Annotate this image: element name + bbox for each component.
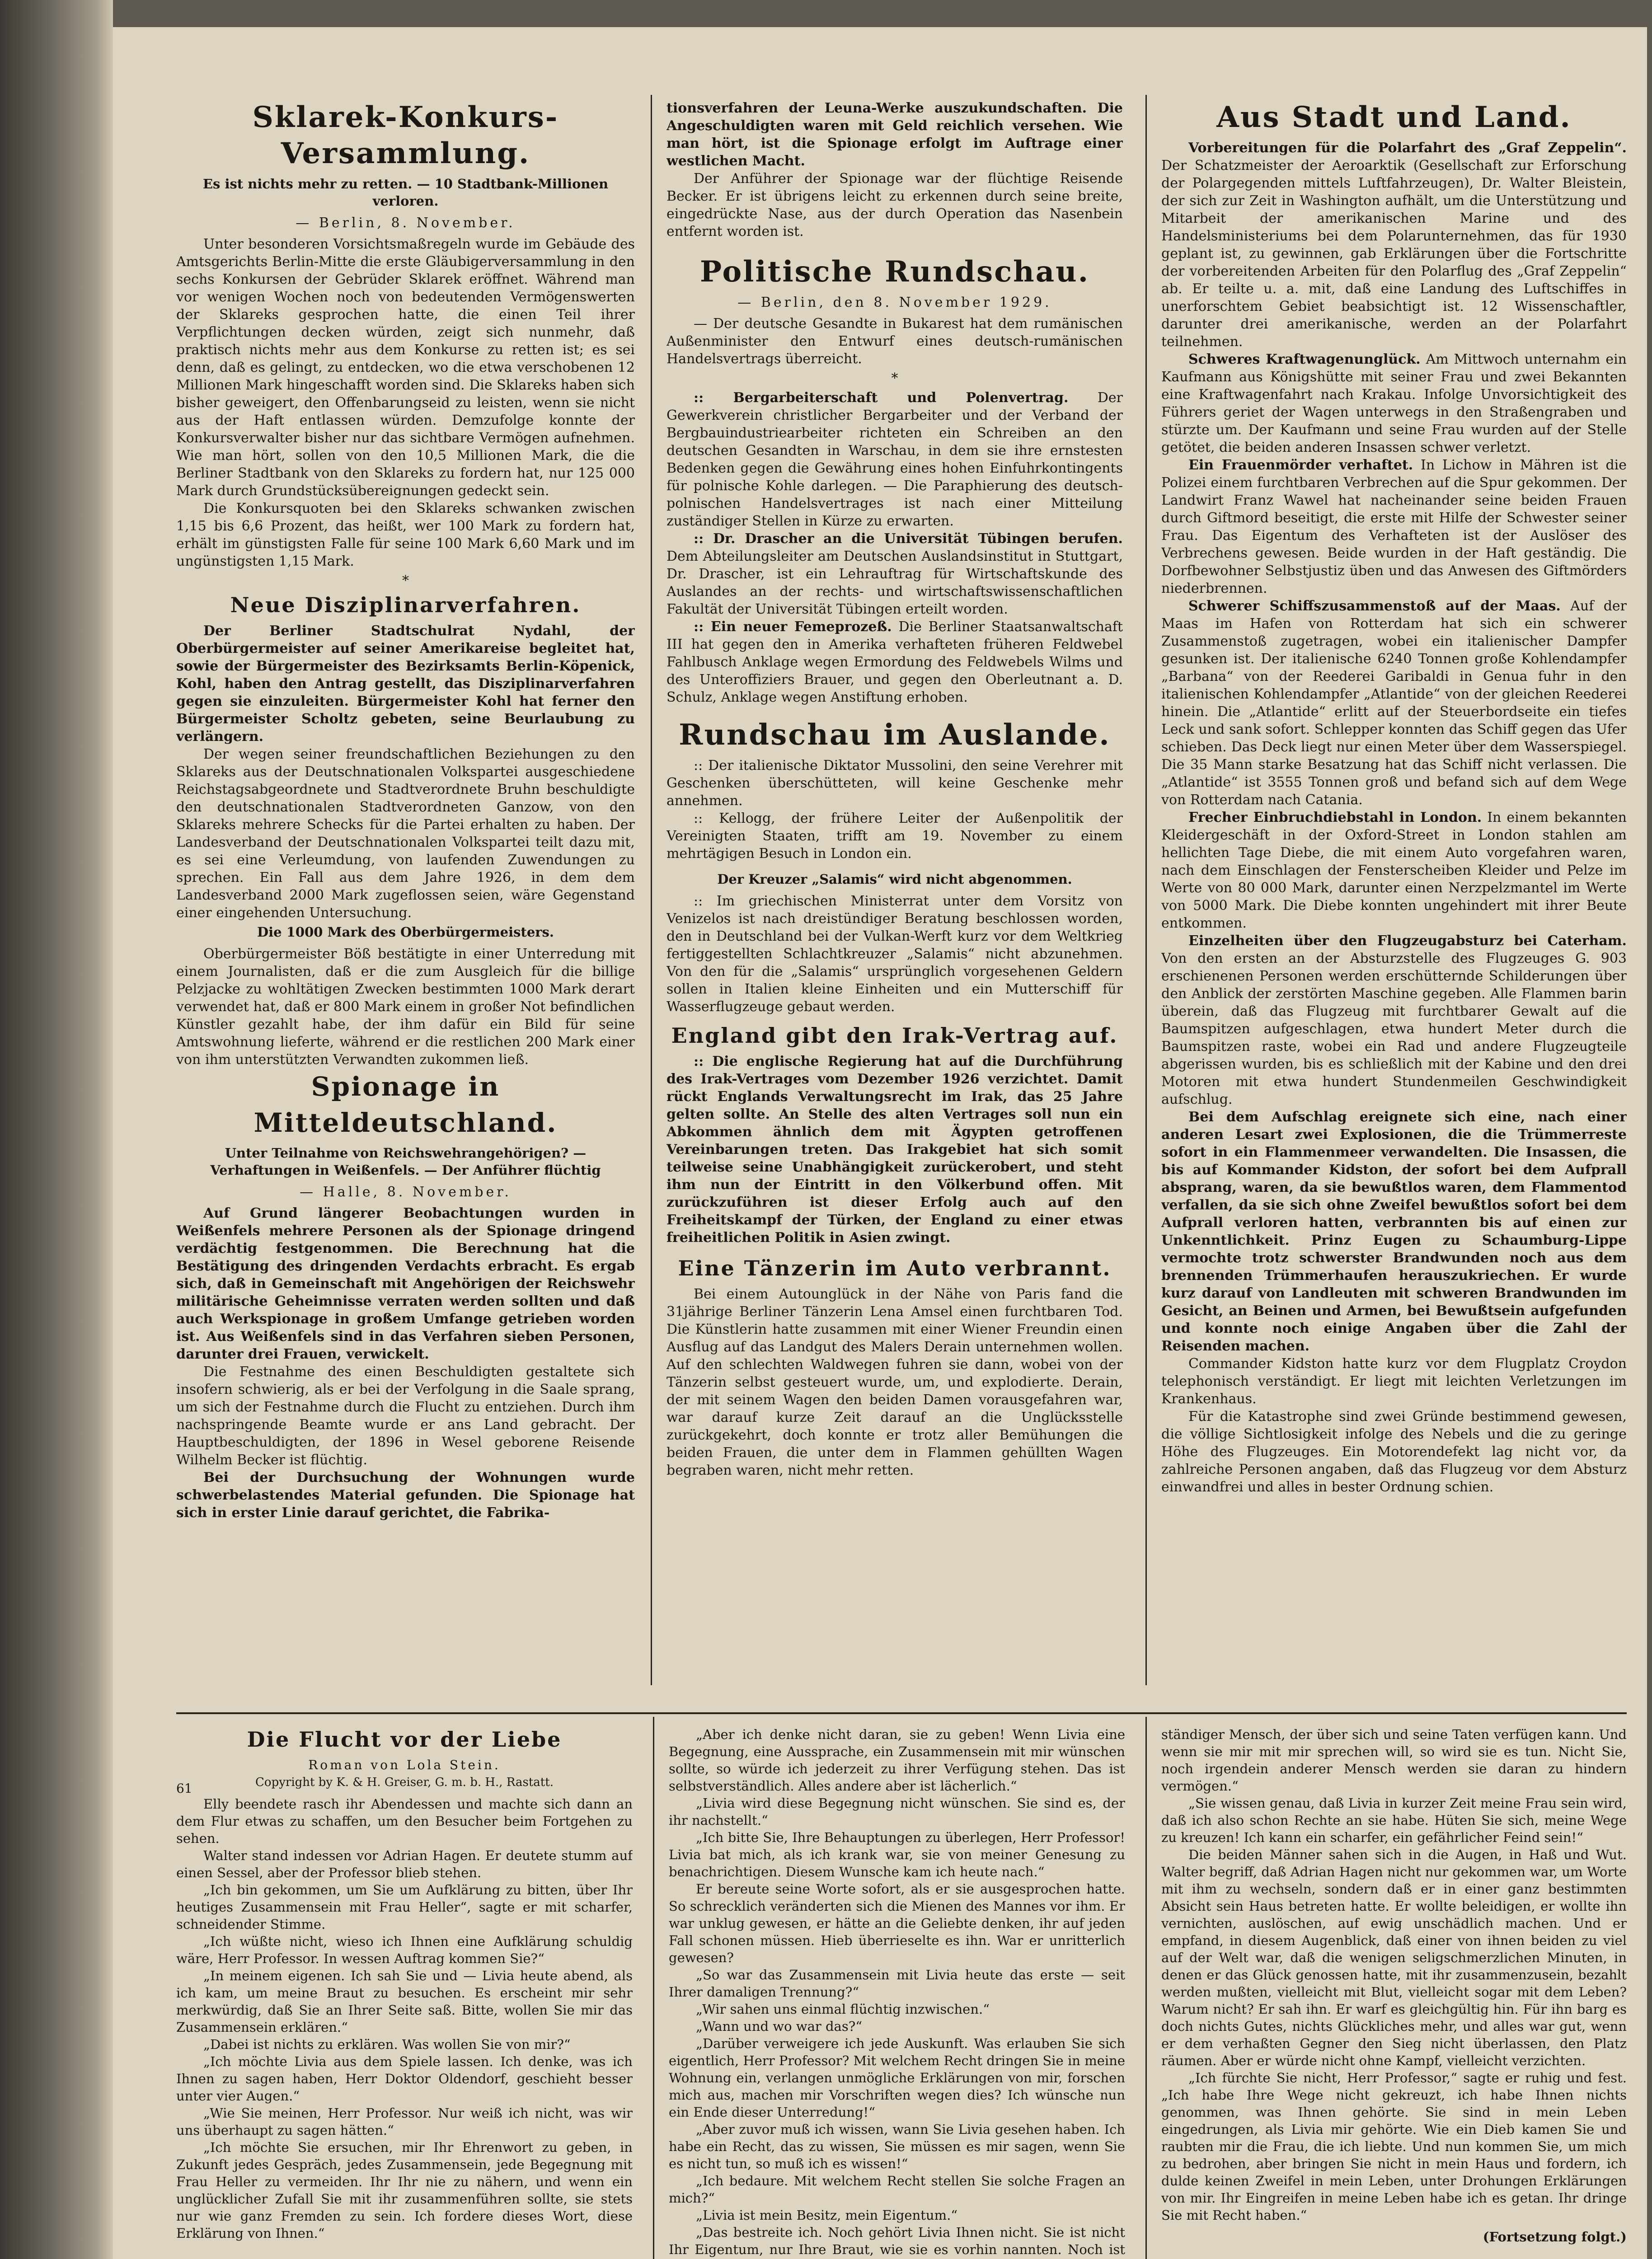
novel-column-1 <box>176 1726 633 2259</box>
item-headline: England gibt den Irak-Vertrag auf. <box>671 1023 1118 1048</box>
paragraph: Der Anführer der Spionage war der flüchtige Reisende Becker. Er ist übrigens leicht zu erkennen durch seine breite, eingedrückte Nase, aus der durch Operation das Nasenbein entfernt worden ist. <box>666 171 1123 239</box>
paragraph: „Ich fürchte Sie nicht, Herr Professor,“ sagte er ruhig und fest. „Ich habe Ihre Wege nicht gekreuzt, ich habe Ihnen nichts genommen, was Ihnen gehörte. Sie sind in mein Leben eingedrungen, als Livia mir gehörte. Wie ein Dieb kamen Sie und raubten mir die Frau, die ich liebte. Und nun kommen Sie, um mich zu bedrohen, aber bringen Sie nicht in mein Haus und fordern, ich dulde keinen Zweifel in mein Leben, unter Drohungen Erklärungen von mir. Ihr Eingreifen in meine Leben habe ich es getan. Ihr dringe Sie mit Recht haben.“ <box>1161 2070 1627 2223</box>
item-title: Bei dem Aufschlag ereignete sich eine, nach einer anderen Lesart zwei Explosionen, die die Trümmerreste sofort in ein Flammenmeer verwandelten. <box>1161 1109 1627 1160</box>
paragraph: „Ich möchte Sie ersuchen, mir Ihr Ehrenwort zu geben, in Zukunft jedes Gespräch, jedes Zusammensein, jede Begegnung mit Frau Heller zu vermeiden. Ihr Ihr nie zu nähern, und wenn ein unglücklicher Zufall Sie mit ihr zusammenführen sollte, sie stets nur wie ganz Fremden zu sein. Ich fordere dieses Wort, diese Erklärung von Ihnen.“ <box>176 2140 633 2241</box>
article-subheadline: Es ist nichts mehr zu retten. — 10 Stadtbank-Millionen verloren. <box>202 176 609 209</box>
paragraph: „Ich bedaure. Mit welchem Recht stellen Sie solche Fragen an mich?“ <box>669 2173 1125 2206</box>
item-text: In Lichow in Mähren ist die Polizei einem furchtbaren Verbrechen auf die Spur gekommen. Der Landwirt Franz Wawel hat nacheinander seine beiden Frauen durch Giftmord beseitigt, die erste mit Hilfe der Schwester seiner Frau. Das Eigentum des Verhafteten ist der Auslöser des Verbrechens gewesen. Beide wurden in der Haft geständig. Die Dorfbewohner Selbstjustiz üben und das Anwesen des Giftmörders niederbrennen. <box>1161 457 1627 596</box>
item-text: Dem Abteilungsleiter am Deutschen Auslandsinstitut in Stuttgart, Dr. Drascher, ist ein Lehrauftrag für Wirtschaftskunde des Auslandes an der rechts- und wirtschaftswissenschaftlichen Fakultät der Universität Tübingen erteilt worden. <box>666 548 1123 617</box>
item-text: Die Insassen, die bis auf Kommander Kidston, der sofort bei dem Aufprall absprang, waren, da sie bewußtlos waren, dem Flammentod verfallen, da sie sich ohne Zweifel bewußtlos sofort bei dem Aufprall verloren hatten, verbrannten bis auf einen zur Unkenntlichkeit. Prinz Eugen zu Schaumburg-Lippe vermochte trotz schwerster Brandwunden noch aus dem brennenden Trümmerhaufen herauszukriechen. Er wurde kurz darauf von Landleuten mit schweren Brandwunden im Gesicht, an Beinen und Armen, bei Bewußtsein aufgefunden und konnte noch einige Angaben über die Zahl der Reisenden machen. <box>1161 1144 1627 1354</box>
article-headline: Spionage in Mitteldeutschland. <box>253 1071 558 1138</box>
book-gutter <box>0 0 113 2259</box>
paragraph: tionsverfahren der Leuna-Werke auszukundschaften. Die Angeschuldigten waren mit Geld reichlich versehen. Wie man hört, ist die Spionage erfolgt im Auftrage einer westlichen Macht. <box>666 100 1123 169</box>
section-headline: Neue Disziplinarverfahren. <box>230 593 581 617</box>
paragraph: Bei einem Autounglück in der Nähe von Paris fand die 31jährige Berliner Tänzerin Lena Amsel einen furchtbaren Tod. Die Künstlerin hatte zusammen mit einer Wiener Freundin einen Ausflug auf das Landgut des Malers Derain unternehmen wollen. Auf den schlechten Waldwegen fuhren sie dann, wobei von der Tänzerin selbst gesteuert wurde, um, und explodierte. Derain, der mit seinem Wagen den beiden Damen vorausgefahren war, war darauf kurze Zeit darauf an die Unglücksstelle zurückgekehrt, doch konnte er trotz aller Bemühungen die beiden Frauen, die unter dem in Flammen gehüllten Wagen begraben waren, nicht mehr retten. <box>666 1286 1123 1478</box>
column-1 <box>176 99 635 1672</box>
paragraph: Die Konkursquoten bei den Sklareks schwanken zwischen 1,15 bis 6,6 Prozent, das heißt, wer 100 Mark zu fordern hat, erhält im günstigsten Falle für seine 100 Mark 6,60 Mark und im ungünstigsten 1,15 Mark. <box>176 501 635 569</box>
item-title: Schwerer Schiffszusammenstoß auf der Maas. <box>1188 598 1561 614</box>
continuation-note: (Fortsetzung folgt.) <box>1483 2229 1627 2245</box>
item-text: Der Schatzmeister der Aeroarktik (Gesellschaft zur Erforschung der Polargegenden mittels Luftfahrzeugen), Dr. Walter Bleistein, der sich zur Zeit in Washington aufhält, um die Unterstützung und Mitarbeit der amerikanischen Marine und des Handelsministeriums bei dem Polarunternehmen, das für 1930 geplant ist, zu gewinnen, gab Erklärungen über die Fortschritte der vorbereitenden Arbeiten für den Polarflug des „Graf Zeppelin“ ab. Er teilte u. a. mit, daß eine Landung des Luftschiffes in unerforschtem Gebiet beabsichtigt ist. 12 Wissenschaftler, darunter drei amerikanische, werden an der Polarfahrt teilnehmen. <box>1161 158 1627 350</box>
item-title: Einzelheiten über den Flugzeugabsturz bei Caterham. <box>1188 933 1627 949</box>
paragraph: „In meinem eigenen. Ich sah Sie und — Livia heute abend, als ich kam, um meine Braut zu besuchen. Es erscheint mir sehr merkwürdig, daß Sie an Ihrer Seite saß. Bitte, wollen Sie mir das Zusammensein erklären.“ <box>176 1968 633 2035</box>
paragraph: Der Berliner Stadtschulrat Nydahl, der Oberbürgermeister auf seiner Amerikareise begleitet hat, sowie der Bürgermeister des Bezirksamts Berlin-Köpenick, Kohl, haben den Antrag gestellt, das Disziplinarverfahren gegen sie einzuleiten. Bürgermeister Kohl hat ferner den Bürgermeister Scholtz gebeten, seine Beurlaubung zu verlängern. <box>176 623 635 745</box>
paragraph: Oberbürgermeister Böß bestätigte in einer Unterredung mit einem Journalisten, daß er die zum Ausgleich für die billige Pelzjacke zu wohltätigen Zwecken bestimmten 1000 Mark derart verwendet hat, daß er 800 Mark einem in großer Not befindlichen Künstler gezahlt habe, der ihm dafür ein Bild für seine Amtswohnung lieferte, während er die restlichen 200 Mark einer von ihm unterstützten Verwandten zukommen ließ. <box>176 946 635 1068</box>
item-text: Der Gewerkverein christlicher Bergarbeiter und der Verband der Bergbauindustriearbeiter richteten ein Schreiben an den deutschen Gesandten in Warschau, in dem sie ihre ernstesten Bedenken gegen die Gewährung eines hohen Einfuhrkontingents für polnische Kohle darlegen. — Die Paraphierung des deutsch-polnischen Handelsvertrages ist nach einer Mitteilung zuständiger Stellen in Kürze zu erwarten. <box>666 390 1123 529</box>
paragraph: „Livia ist mein Besitz, mein Eigentum.“ <box>696 2207 958 2223</box>
serial-novel <box>176 1726 1627 2259</box>
item-title: :: Bergarbeiterschaft und Polenvertrag. <box>694 390 1069 406</box>
paragraph: „Ich möchte Livia aus dem Spiele lassen. Ich denke, was ich Ihnen zu sagen haben, Herr Doktor Oldendorf, geschieht besser unter vier Augen.“ <box>176 2054 633 2104</box>
item-text: Auf der Maas im Hafen von Rotterdam hat sich ein schwerer Zusammenstoß zugetragen, wobei ein italienischer Dampfer gesunken ist. Der italienische 6240 Tonnen große Kohlendampfer „Barbana“ von der Reederei Garibaldi in Genua fuhr in den italienischen Kohlendampfer „Atlantide“ von der gleichen Reederei hinein. Die „Atlantide“ erlitt auf der Steuerbordseite ein tiefes Leck und sank sofort. Schlepper konnten das Schiff gegen das Ufer schieben. Das Deck liegt nur einen Meter über dem Wasserspiegel. Die 35 Mann starke Besatzung hat das Schiff nicht verlassen. Die „Atlantide“ ist 3555 Tonnen groß und befand sich auf dem Wege von Rotterdam nach Catania. <box>1161 598 1627 808</box>
column-3 <box>1161 99 1627 1672</box>
paragraph: „Dabei ist nichts zu erklären. Was wollen Sie von mir?“ <box>203 2037 571 2052</box>
item-text: Die Berliner Staatsanwaltschaft III hat gegen den in Amerika verhafteten früheren Feldwebel Fahlbusch Anklage wegen Ermordung des Feldwebels Wilms und des Unteroffiziers Brauer, und gegen den Oberleutnant a. D. Schulz, Anklage wegen Anstiftung erhoben. <box>666 619 1123 705</box>
section-headline: Die 1000 Mark des Oberbürgermeisters. <box>257 924 554 940</box>
paragraph: „So war das Zusammensein mit Livia heute das erste — seit Ihrer damaligen Trennung?“ <box>669 1967 1125 2000</box>
paragraph: :: Der italienische Diktator Mussolini, den seine Verehrer mit Geschenken überschütteten, will keine Geschenke mehr annehmen. <box>666 758 1123 809</box>
novel-column-3 <box>1161 1726 1627 2259</box>
paragraph: „Wie Sie meinen, Herr Professor. Nur weiß ich nicht, was wir uns überhaupt zu sagen hätten.“ <box>176 2105 633 2138</box>
paragraph: Die Festnahme des einen Beschuldigten gestaltete sich insofern schwierig, als er bei der Verfolgung in die Saale sprang, um sich der Festnahme durch die Flucht zu entziehen. Durch ihm nachspringende Beamte wurde er ans Land gebracht. Der Hauptbeschuldigten, der 1896 in Wesel geborene Reisende Wilhelm Becker ist flüchtig. <box>176 1364 635 1468</box>
section-headline: Rundschau im Auslande. <box>679 718 1111 752</box>
paragraph: Unter besonderen Vorsichtsmaßregeln wurde im Gebäude des Amtsgerichts Berlin-Mitte die erste Gläubigerversammlung in den sechs Konkursen der Gebrüder Sklarek eröffnet. Während man vor wenigen Wochen noch von bedeutenden Vermögenswerten der Sklareks gesprochen hatte, die einen Teil ihrer Verpflichtungen decken würden, zeigt sich nunmehr, daß praktisch nichts mehr aus dem Konkurse zu retten ist; es sei denn, daß es gelingt, zu entdecken, wo die etwa verschobenen 12 Millionen Mark hingeschafft worden sind. Die Sklareks haben sich bisher geweigert, den Offenbarungseid zu leisten, wenn sie nicht aus der Haft entlassen würden. Demzufolge konnte der Konkursverwalter bisher nur das sichtbare Vermögen aufnehmen. Wie man hört, sollen von den 10,5 Millionen Mark, die die Berliner Stadtbank von den Sklareks zu fordern hat, nur 125 000 Mark durch Grundstücksübereignungen gedeckt sein. <box>176 236 635 499</box>
newspaper-page <box>113 27 1647 2259</box>
item-headline: Eine Tänzerin im Auto verbrannt. <box>678 1256 1112 1280</box>
paragraph: „Das bestreite ich. Noch gehört Livia Ihnen nicht. Sie ist nicht Ihr Eigentum, nur Ihre Braut, wie sie es vorhin nannten. Noch ist <box>669 2225 1125 2257</box>
paragraph: „Ich bitte Sie, Ihre Behauptungen zu überlegen, Herr Professor! Livia bat mich, als ich krank war, sie von meiner Genesung zu benachrichtigen. Diesem Wunsche kam ich heute nach.“ <box>669 1830 1125 1879</box>
installment-number: 61 <box>176 1781 192 1796</box>
item-text: In einem bekannten Kleidergeschäft in der Oxford-Street in London stahlen am hellichten Tage Diebe, die mit einem Auto vorgefahren waren, nach dem Einschlagen der Fensterscheiben Kleider und Pelze im Werte von 80 000 Mark, darunter einen Nerzpelzmantel im Werte von 5000 Mark. Die Diebe konnten ungehindert mit ihrer Beute entkommen. <box>1161 810 1627 931</box>
article-subheadline: Unter Teilnahme von Reichswehrangehörigen? — Verhaftungen in Weißenfels. — Der Anführer flüchtig <box>210 1145 601 1178</box>
item-headline: Der Kreuzer „Salamis“ wird nicht abgenommen. <box>717 872 1072 887</box>
column-2 <box>666 99 1123 1672</box>
item-text: Am Mittwoch unternahm ein Kaufmann aus Königshütte mit seiner Frau und zwei Bekannten eine Kraftwagenfahrt nach Krakau. Infolge Unvorsichtigkeit des Führers geriet der Wagen unterwegs in den Straßengraben und stürzte um. Der Kaufmann und seine Frau wurden auf der Stelle getötet, die beiden anderen Insassen schwer verletzt. <box>1161 352 1627 455</box>
paragraph: „Wir sahen uns einmal flüchtig inzwischen.“ <box>696 2001 990 2017</box>
paragraph: „Ich bin gekommen, um Sie um Aufklärung zu bitten, über Ihr heutiges Zusammensein mit Frau Heller“, sagte er mit scharfer, schneidender Stimme. <box>176 1882 633 1932</box>
paragraph: „Aber zuvor muß ich wissen, wann Sie Livia gesehen haben. Ich habe ein Recht, das zu wissen, Sie müssen es mir sagen, wenn Sie es nicht tun, so muß ich es wissen!“ <box>669 2122 1125 2171</box>
paragraph: — Der deutsche Gesandte in Bukarest hat dem rumänischen Außenminister den Entwurf eines deutsch-rumänischen Handelsvertrags überreicht. <box>666 316 1123 367</box>
dateline: — Berlin, 8. November. <box>296 215 516 231</box>
paragraph: „Darüber verweigere ich jede Auskunft. Was erlauben Sie sich eigentlich, Herr Professor? Mit welchem Recht dringen Sie in meine Wohnung ein, verlangen unmögliche Erklärungen von mir, forschen mich aus, machen mir Vorschriften wegen dies? Ich wünsche nun ein Ende dieser Unterredung!“ <box>669 2036 1125 2120</box>
dateline: — Berlin, den 8. November 1929. <box>737 295 1052 310</box>
paragraph: :: Die englische Regierung hat auf die Durchführung des Irak-Vertrages vom Dezember 1926 verzichtet. Damit rückt Englands Verwaltungsrecht im Irak, das 25 Jahre gelten sollte. An Stelle des alten Vertrages soll nun ein Abkommen ähnlich dem mit Ägypten getroffenen Vereinbarungen treten. Das Irakgebiet hat sich somit teilweise seine Unabhängigkeit zurückerobert, und steht ihm nun der Eintritt in den Völkerbund offen. Mit zurückzuführen ist dieser Erfolg auch auf den Freiheitskampf der Türken, der England zu einer etwas freiheitlichen Politik in Asien zwingt. <box>666 1054 1123 1246</box>
paragraph: „Aber ich denke nicht daran, sie zu geben! Wenn Livia eine Begegnung, eine Aussprache, ein Zusammensein mit mir wünschen sollte, so würde ich jederzeit zu ihrer Verfügung stehen. Das ist selbstverständlich. Alles andere aber ist lächerlich.“ <box>669 1727 1125 1794</box>
item-text: Von den ersten an der Absturzstelle des Flugzeuges G. 903 erschienenen Personen werden erschütternde Schilderungen über den Anblick der zerstörten Maschine gegeben. Alle Flammen barin überein, daß das Flugzeug mit furchtbarer Gewalt auf die Baumspitzen aufgeschlagen, etwa hundert Meter durch die Baumspitzen raste, wobei ein Rad und andere Flugzeugteile abgerissen wurden, bis es schließlich mit der Kabine und den drei Motoren mit etwa hundert Stundenmeilen Geschwindigkeit aufschlug. <box>1161 951 1627 1107</box>
paragraph: „Sie wissen genau, daß Livia in kurzer Zeit meine Frau sein wird, daß ich also schon Rechte an sie habe. Hüten Sie sich, meine Wege zu kreuzen! Ich kann ein scharfer, ein gefährlicher Feind sein!“ <box>1161 1795 1627 1845</box>
item-title: :: Dr. Drascher an die Universität Tübingen berufen. <box>694 531 1123 547</box>
paragraph: :: Im griechischen Ministerrat unter dem Vorsitz von Venizelos ist nach dreistündiger Beratung beschlossen worden, den in Deutschland bei der Vulkan-Werft kurz vor dem Weltkrieg fertiggestellten Schlachtkreuzer „Salamis“ nicht abzunehmen. Von den für die „Salamis“ ursprünglich vorgesehenen Geldern sollen in Italien kleine Einheiten und ein Mutterschiff für Wasserflugzeuge gebaut werden. <box>666 893 1123 1015</box>
paragraph: Walter stand indessen vor Adrian Hagen. Er deutete stumm auf einen Sessel, aber der Professor blieb stehen. <box>176 1848 633 1880</box>
paragraph: Commander Kidston hatte kurz vor dem Flugplatz Croydon telephonisch verständigt. Er liegt mit leichten Verletzungen im Krankenhaus. <box>1161 1356 1627 1407</box>
column-rule <box>651 95 652 1685</box>
novel-column-2 <box>669 1726 1125 2259</box>
paragraph: Der wegen seiner freundschaftlichen Beziehungen zu den Sklareks aus der Deutschnationalen Volkspartei ausgeschiedene Reichstagsabgeordnete und Stadtverordnete Bruhn beschuldigte den deutschnationalen Stadtverordneten Ganzow, von den Sklareks mehrere Schecks für die Partei erhalten zu haben. Der Landesverband der Deutschnationalen Volkspartei teilt dazu mit, es sei eine Verleumdung, von laufenden Zuwendungen zu sprechen. Ein Fall aus dem Jahre 1926, in dem dem Landesverband 2000 Mark zugeflossen seien, wäre Gegenstand einer eingehenden Untersuchung. <box>176 746 635 921</box>
novel-byline: Roman von Lola Stein. <box>308 1758 501 1772</box>
paragraph: Elly beendete rasch ihr Abendessen und machte sich dann an dem Flur etwas zu schaffen, um den Besucher beim Fortgehen zu sehen. <box>176 1796 633 1846</box>
paragraph: ständiger Mensch, der über sich und seine Taten verfügen kann. Und wenn sie mir mit mir sprechen will, so wird sie es tun. Nicht Sie, noch irgendein anderer Mensch werden sie daran zu hindern vermögen.“ <box>1161 1727 1627 1794</box>
item-title: Schweres Kraftwagenunglück. <box>1188 352 1421 367</box>
separator-star: * <box>402 573 409 589</box>
item-title: Ein Frauenmörder verhaftet. <box>1188 457 1413 473</box>
paragraph: :: Kellogg, der frühere Leiter der Außenpolitik der Vereinigten Staaten, trifft am 19. November zu einem mehrtägigen Besuch in London ein. <box>666 811 1123 862</box>
section-headline: Politische Rundschau. <box>700 255 1089 289</box>
paragraph: „Wann und wo war das?“ <box>696 2019 863 2034</box>
separator-star: * <box>891 370 898 386</box>
paragraph: Die beiden Männer sahen sich in die Augen, in Haß und Wut. Walter begriff, daß Adrian Hagen nicht nur gekommen war, um Worte mit ihm zu wechseln, sondern daß er in einer ganz bestimmten Absicht sein Haus betreten hatte. Er wollte beleidigen, er wollte ihn vernichten, auslöschen, auf ewig unschädlich machen. Und er empfand, in diesem Augenblick, daß einer von ihnen beiden zu viel auf der Welt war, daß die wenigen seligschmerzlichen Minuten, in denen er das Glück genossen hatte, mit ihr zusammenzusein, bezahlt werden mußten, vielleicht mit Blut, vielleicht sogar mit dem Leben? Warum nicht? Er sah ihn. Er warf es gleichgültig hin. Für ihn barg es doch nichts Gutes, nichts Glückliches mehr, und alles war gut, wenn er dem verhaßten Gegner den Sieg nicht überlassen, den Platz räumen. Aber er würde nicht ohne Kampf, vielleicht verzichten. <box>1161 1847 1627 2068</box>
copyright-line: Copyright by K. & H. Greiser, G. m. b. H., Rastatt. <box>255 1776 554 1789</box>
paragraph: „Livia wird diese Begegnung nicht wünschen. Sie sind es, der ihr nachstellt.“ <box>669 1795 1125 1828</box>
item-title: Vorbereitungen für die Polarfahrt des „Graf Zeppelin“. <box>1188 140 1627 156</box>
article-headline: Sklarek-Konkurs-Versammlung. <box>252 100 559 170</box>
item-title: Frecher Einbruchdiebstahl in London. <box>1188 810 1482 825</box>
column-rule <box>1145 95 1147 1685</box>
section-headline: Aus Stadt und Land. <box>1216 100 1572 134</box>
dateline: — Halle, 8. November. <box>300 1184 512 1200</box>
paragraph: Für die Katastrophe sind zwei Gründe bestimmend gewesen, die völlige Sichtlosigkeit infolge des Nebels und die zu geringe Höhe des Flugzeuges. Ein Motorendefekt lag nicht vor, da zahlreiche Personen angaben, daß das Flugzeug vor dem Absturz einwandfrei und alles in bester Ordnung schien. <box>1161 1409 1627 1495</box>
paragraph: „Ich wüßte nicht, wieso ich Ihnen eine Aufklärung schuldig wäre, Herr Professor. In wessen Auftrag kommen Sie?“ <box>176 1934 633 1966</box>
paragraph: Bei der Durchsuchung der Wohnungen wurde schwerbelastendes Material gefunden. Die Spionage hat sich in erster Linie darauf gerichtet, die Fabrika- <box>176 1470 635 1521</box>
paragraph: Er bereute seine Worte sofort, als er sie ausgesprochen hatte. So schrecklich veränderten sich die Mienen des Mannes vor ihm. Er war unklug gewesen, er hätte an die Geliebte denken, ihr auf jeden Fall schonen müssen. Hieb überrieselte es ihn. War er unritterlich gewesen? <box>669 1881 1125 1965</box>
section-rule <box>176 1712 1627 1714</box>
paragraph: Auf Grund längerer Beobachtungen wurden in Weißenfels mehrere Personen als der Spionage dringend verdächtig festgenommen. Die Berechnung hat die Bestätigung des dringenden Verdachts erbracht. Es ergab sich, daß in Gemeinschaft mit Angehörigen der Reichswehr militärische Geheimnisse verraten werden sollten und daß auch Werkspionage in großem Umfange getrieben worden ist. Aus Weißenfels sind in das Verfahren sieben Personen, darunter drei Frauen, verwickelt. <box>176 1205 635 1362</box>
novel-title: Die Flucht vor der Liebe <box>247 1727 562 1752</box>
item-title: :: Ein neuer Femeprozeß. <box>694 619 892 635</box>
